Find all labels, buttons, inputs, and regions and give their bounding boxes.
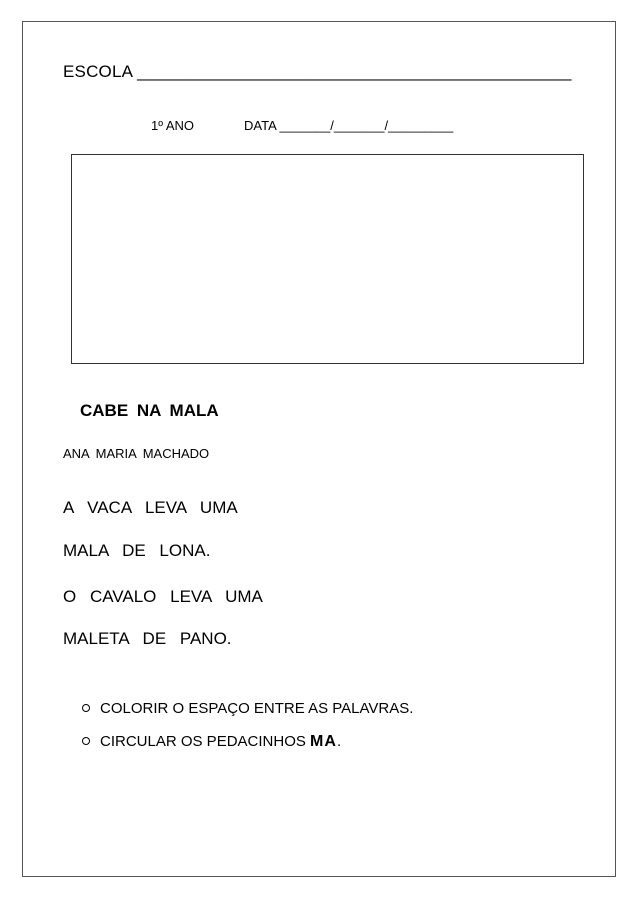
- instruction-list: [80, 700, 413, 751]
- school-blank: _____________________________________________: [137, 62, 572, 81]
- instruction-item-circle: [80, 733, 413, 751]
- drawing-box: [71, 154, 584, 364]
- story-author: ANA MARIA MACHADO: [63, 446, 210, 461]
- date-label: DATA: [244, 118, 277, 133]
- story-line: O CAVALO LEVA UMA: [63, 587, 263, 606]
- date-field: [244, 118, 453, 133]
- syllable-emphasis: MA: [310, 733, 337, 750]
- story-title: CABE NA MALA: [80, 401, 219, 420]
- date-blanks: _______/_______/_________: [279, 118, 454, 133]
- instruction-text: COLORIR O ESPAÇO ENTRE AS PALAVRAS.: [100, 700, 414, 717]
- instruction-suffix: .: [336, 733, 342, 750]
- school-label: ESCOLA: [63, 62, 133, 81]
- instruction-item-color: [80, 700, 413, 718]
- instruction-text: CIRCULAR OS PEDACINHOS: [100, 733, 311, 750]
- story-line: A VACA LEVA UMA: [63, 498, 238, 517]
- grade-label: 1º ANO: [151, 118, 195, 133]
- story-line: MALETA DE PANO.: [63, 629, 232, 648]
- story-line: MALA DE LONA.: [63, 541, 211, 560]
- bullet-icon: [82, 737, 90, 745]
- bullet-icon: [82, 704, 90, 712]
- school-field: [63, 62, 572, 82]
